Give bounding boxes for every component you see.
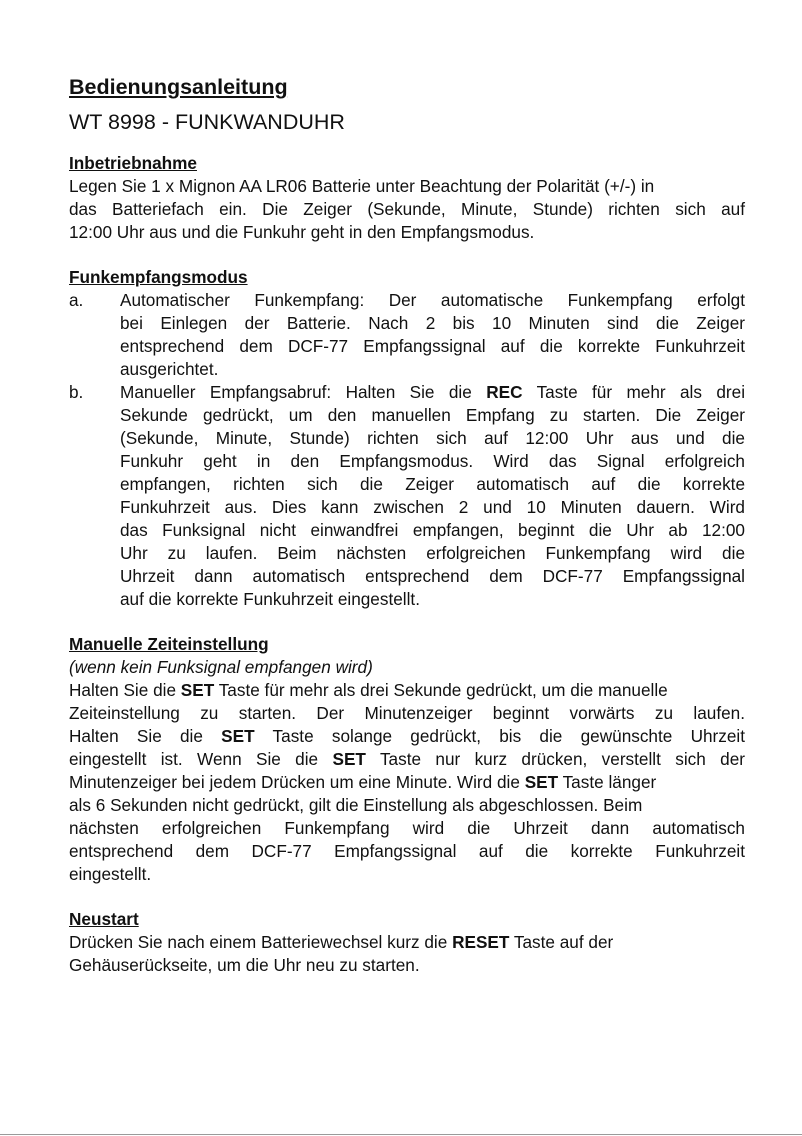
text-fragment: Taste auf der: [513, 932, 614, 952]
text-line: Uhr zu laufen. Beim nächsten erfolgreichen Funkempfang wird die: [120, 543, 745, 563]
text-line: Legen Sie 1 x Mignon AA LR06 Batterie unter Beachtung der Polarität (+/-) in: [69, 176, 655, 196]
inbetriebnahme-text: [69, 175, 745, 244]
text-line: [69, 679, 745, 702]
text-line: Uhrzeit dann automatisch entsprechend dem DCF-77 Empfangssignal: [120, 566, 745, 586]
section-heading-manuelle-zeiteinstellung: Manuelle Zeiteinstellung: [69, 634, 269, 654]
document-page: [69, 74, 745, 977]
section-manuelle-zeiteinstellung: [69, 633, 745, 886]
text-line: entsprechend dem DCF-77 Empfangssignal auf die korrekte Funkuhrzeit: [120, 336, 745, 356]
text-line: das Batteriefach ein. Die Zeiger (Sekunde, Minute, Stunde) richten sich auf: [69, 199, 745, 219]
text-line: 12:00 Uhr aus und die Funkuhr geht in den Empfangsmodus.: [69, 222, 535, 242]
document-title: Bedienungsanleitung: [69, 75, 288, 99]
list-item-a: [69, 289, 745, 381]
text-line: ausgerichtet.: [120, 359, 219, 379]
section-heading-inbetriebnahme: Inbetriebnahme: [69, 153, 197, 173]
text-line: [69, 931, 745, 954]
text-fragment: Halten Sie die: [69, 680, 177, 700]
text-line: auf die korrekte Funkuhrzeit eingestellt.: [120, 589, 420, 609]
text-line: entsprechend dem DCF-77 Empfangssignal auf die korrekte Funkuhrzeit: [69, 841, 745, 861]
section-heading-neustart: Neustart: [69, 909, 139, 929]
list-item-b: [69, 381, 745, 611]
list-marker: a.: [69, 290, 84, 310]
key-reset: RESET: [452, 932, 510, 952]
text-line: (Sekunde, Minute, Stunde) richten sich auf 12:00 Uhr aus und die: [120, 428, 745, 448]
text-line: eingestellt.: [69, 864, 152, 884]
text-fragment: eingestellt ist. Wenn Sie die: [69, 749, 319, 769]
text-fragment: Manueller Empfangsabruf: Halten Sie die: [120, 382, 472, 402]
text-line: [120, 381, 745, 404]
section-inbetriebnahme: [69, 152, 745, 244]
list-item-body: [120, 289, 745, 381]
text-line: als 6 Sekunden nicht gedrückt, gilt die Einstellung als abgeschlossen. Beim: [69, 795, 643, 815]
key-set: SET: [524, 772, 559, 792]
text-line: Sekunde gedrückt, um den manuellen Empfang zu starten. Die Zeiger: [120, 405, 745, 425]
document-subtitle: WT 8998 - FUNKWANDUHR: [69, 110, 345, 134]
text-line: Funkuhrzeit aus. Dies kann zwischen 2 und 10 Minuten dauern. Wird: [120, 497, 745, 517]
funkempfang-list: [69, 289, 745, 611]
text-line: [69, 725, 745, 748]
text-fragment: Taste für mehr als drei Sekunde gedrückt, um die manuelle: [218, 680, 668, 700]
key-rec: REC: [486, 382, 523, 402]
text-line: Funkuhr geht in den Empfangsmodus. Wird das Signal erfolgreich: [120, 451, 745, 471]
text-line: empfangen, richten sich die Zeiger automatisch auf die korrekte: [120, 474, 745, 494]
neustart-text: [69, 931, 745, 977]
text-line: das Funksignal nicht einwandfrei empfangen, beginnt die Uhr ab 12:00: [120, 520, 745, 540]
list-marker: b.: [69, 382, 84, 402]
section-funkempfangsmodus: [69, 266, 745, 611]
text-fragment: Taste nur kurz drücken, verstellt sich der: [379, 749, 746, 769]
section-neustart: [69, 908, 745, 977]
page-bottom-divider: [0, 1134, 802, 1135]
list-item-body: [120, 381, 745, 611]
key-set: SET: [180, 680, 215, 700]
text-line: [69, 748, 745, 771]
key-set: SET: [332, 749, 366, 769]
text-fragment: Halten Sie die: [69, 726, 203, 746]
text-line: bei Einlegen der Batterie. Nach 2 bis 10 Minuten sind die Zeiger: [120, 313, 745, 333]
text-fragment: Taste solange gedrückt, bis die gewünschte Uhrzeit: [272, 726, 746, 746]
text-line: Gehäuserückseite, um die Uhr neu zu starten.: [69, 955, 420, 975]
text-fragment: Minutenzeiger bei jedem Drücken um eine Minute. Wird die: [69, 772, 520, 792]
text-fragment: Taste länger: [562, 772, 657, 792]
manuell-text: [69, 679, 745, 886]
key-set: SET: [221, 726, 255, 746]
text-line: [69, 771, 745, 794]
text-line: nächsten erfolgreichen Funkempfang wird die Uhrzeit dann automatisch: [69, 818, 745, 838]
section-heading-funkempfangsmodus: Funkempfangsmodus: [69, 267, 248, 287]
text-fragment: Drücken Sie nach einem Batteriewechsel kurz die: [69, 932, 448, 952]
text-line: Automatischer Funkempfang: Der automatische Funkempfang erfolgt: [120, 290, 745, 310]
section-note: (wenn kein Funksignal empfangen wird): [69, 657, 373, 677]
text-line: Zeiteinstellung zu starten. Der Minutenzeiger beginnt vorwärts zu laufen.: [69, 703, 745, 723]
text-fragment: Taste für mehr als drei: [536, 382, 746, 402]
